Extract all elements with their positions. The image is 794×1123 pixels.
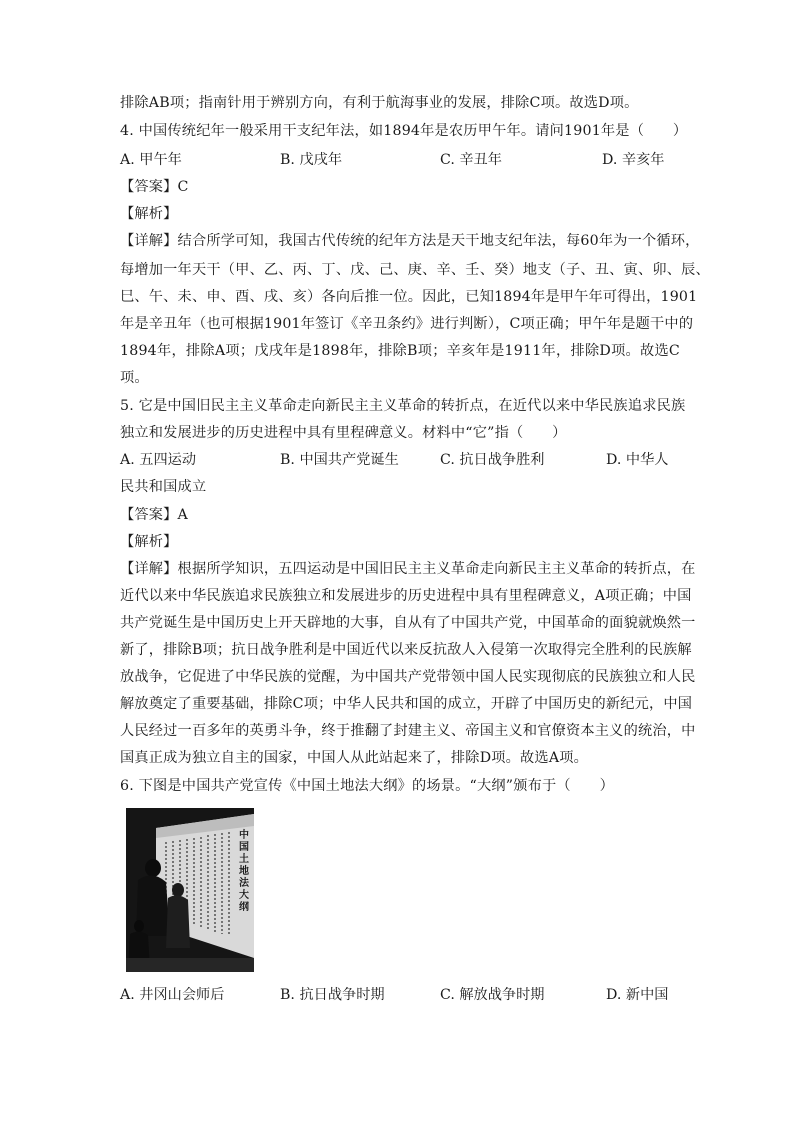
- question-4-detail-line: 每增加一年天干（甲、乙、丙、丁、戊、己、庚、辛、壬、癸）地支（子、丑、寅、卯、辰、: [120, 262, 710, 278]
- q4-option-d: D. 辛亥年: [602, 152, 665, 168]
- question-5-detail-line: 国真正成为独立自主的国家，中国人从此站起来了，排除D项。故选A项。: [120, 750, 589, 766]
- question-5-detail-line: 【详解】根据所学知识，五四运动是中国旧民主主义革命走向新民主主义革命的转折点，在: [120, 561, 696, 577]
- q6-option-a: A. 井冈山会师后: [120, 987, 225, 1003]
- q6-option-d: D. 新中国: [606, 987, 669, 1003]
- q5-option-d-continuation: 民共和国成立: [120, 479, 207, 495]
- q5-option-b: B. 中国共产党诞生: [280, 452, 399, 468]
- question-5-stem: 独立和发展进步的历史进程中具有里程碑意义。材料中“它”指（ ）: [120, 425, 567, 441]
- question-4-stem: 4. 中国传统纪年一般采用干支纪年法，如1894年是农历甲午年。请问1901年是（ ）: [120, 123, 688, 139]
- photo-caption: 中国土地法大纲: [239, 830, 249, 913]
- question-4-detail-line: 1894年，排除A项；戊戌年是1898年，排除B项；辛亥年是1911年，排除D项。故选C: [120, 343, 680, 359]
- q4-option-b: B. 戊戌年: [280, 152, 343, 168]
- question-4-detail-line: 巳、午、未、申、酉、戌、亥）各向后推一位。因此，已知1894年是甲午年可得出，1901: [120, 289, 698, 305]
- question-5-detail-line: 人民经过一百多年的英勇斗争，终于推翻了封建主义、帝国主义和官僚资本主义的统治，中: [120, 723, 696, 739]
- question-5-stem: 5. 它是中国旧民主主义革命走向新民主主义革命的转折点，在近代以来中华民族追求民族: [120, 398, 686, 414]
- land-law-propaganda-photo: [126, 808, 254, 972]
- question-4-analysis-heading: 【解析】: [120, 206, 178, 222]
- question-4-detail-line: 年是辛丑年（也可根据1901年签订《辛丑条约》进行判断），C项正确；甲午年是题干中的: [120, 316, 694, 332]
- question-6-options: [120, 985, 680, 1005]
- q5-option-a: A. 五四运动: [120, 452, 197, 468]
- q6-option-c: C. 解放战争时期: [440, 987, 545, 1003]
- question-5-options: [120, 450, 680, 470]
- question-5-detail-line: 放战争，它促进了中华民族的觉醒，为中国共产党带领中国人民实现彻底的民族独立和人民: [120, 669, 696, 685]
- question-5-answer: 【答案】A: [120, 507, 188, 523]
- question-5-detail-line: 共产党诞生是中国历史上开天辟地的大事，自从有了中国共产党，中国革命的面貌就焕然一: [120, 615, 696, 631]
- question-4-detail-line: 项。: [120, 370, 149, 386]
- question-5-analysis-heading: 【解析】: [120, 534, 178, 550]
- q6-option-b: B. 抗日战争时期: [280, 987, 385, 1003]
- q5-option-d: D. 中华人: [606, 452, 669, 468]
- q4-option-a: A. 甲午年: [120, 152, 182, 168]
- question-6-stem: 6. 下图是中国共产党宣传《中国土地法大纲》的场景。“大纲”颁布于（ ）: [120, 778, 614, 794]
- question-4-options: [120, 150, 680, 170]
- question-5-detail-line: 近代以来中华民族追求民族独立和发展进步的历史进程中具有里程碑意义，A项正确；中国: [120, 588, 692, 604]
- question-5-detail-line: 新了，排除B项；抗日战争胜利是中国近代以来反抗敌人入侵第一次取得完全胜利的民族解: [120, 642, 692, 658]
- q5-option-c: C. 抗日战争胜利: [440, 452, 545, 468]
- q4-option-c: C. 辛丑年: [440, 152, 502, 168]
- question-4-answer: 【答案】C: [120, 179, 189, 195]
- prev-question-analysis-end: 排除AB项；指南针用于辨别方向，有利于航海事业的发展，排除C项。故选D项。: [120, 95, 639, 111]
- question-5-detail-line: 解放奠定了重要基础，排除C项；中华人民共和国的成立，开辟了中国历史的新纪元，中国: [120, 696, 693, 712]
- question-4-detail-line: 【详解】结合所学可知，我国古代传统的纪年方法是天干地支纪年法，每60年为一个循环，: [120, 233, 700, 249]
